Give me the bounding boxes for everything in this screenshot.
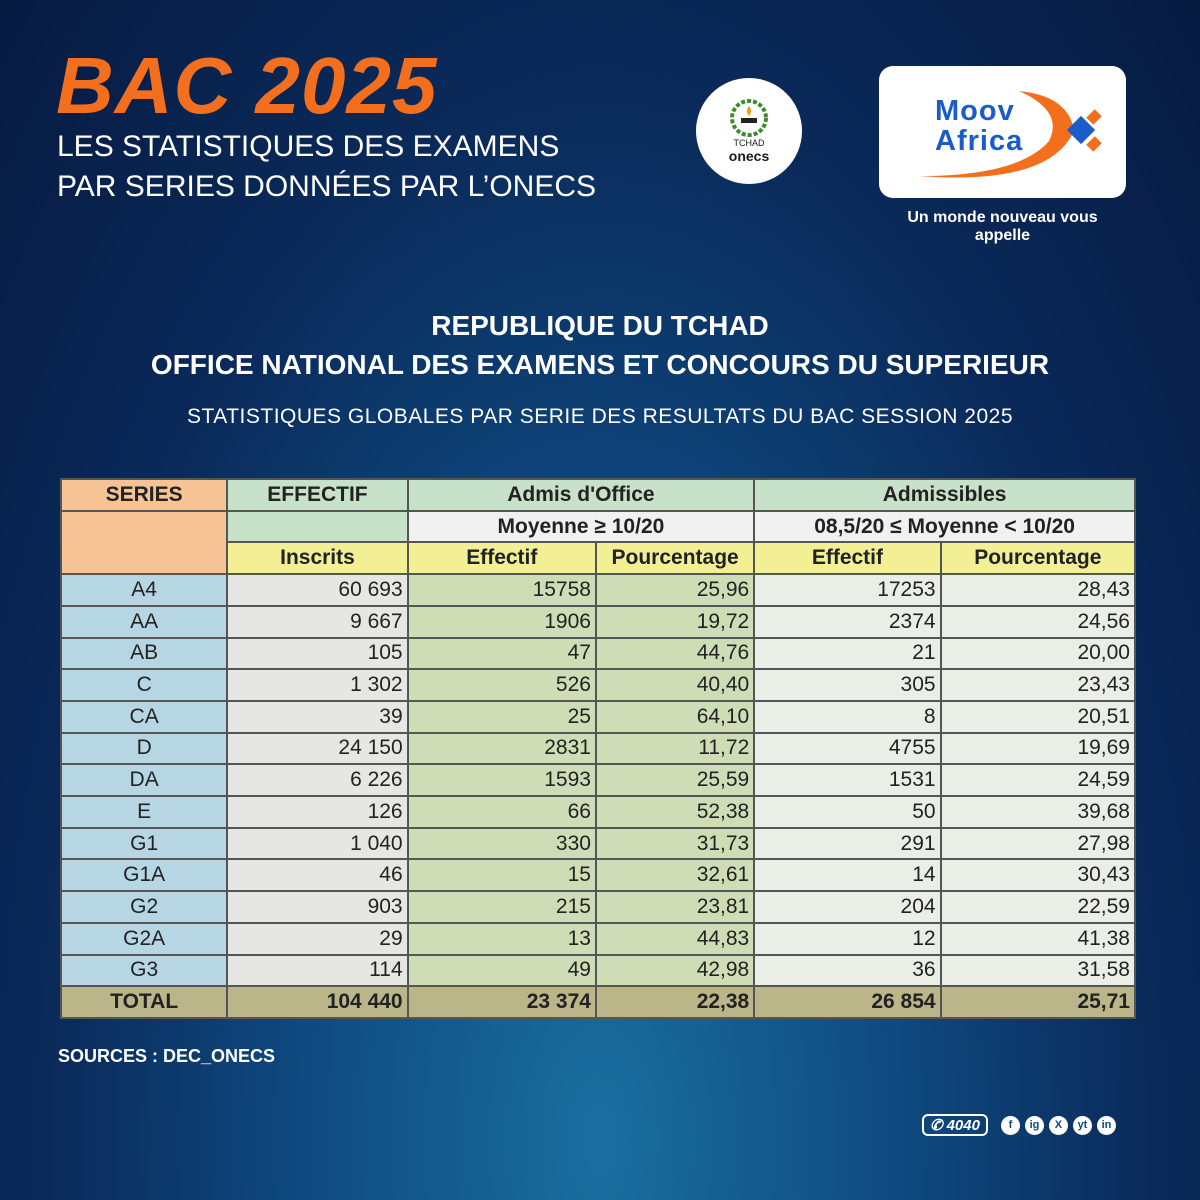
cell-series: AB (61, 638, 227, 670)
cell-admis-effectif: 49 (408, 955, 596, 987)
cell-admis-effectif: 15 (408, 859, 596, 891)
phone-number: 4040 (946, 1116, 980, 1134)
cell-series: G3 (61, 955, 227, 987)
cell-admissibles-pct: 39,68 (941, 796, 1135, 828)
header-admis: Admis d'Office (408, 479, 755, 511)
header-pct2: Pourcentage (941, 542, 1135, 574)
cell-admissibles-effectif: 1531 (754, 764, 940, 796)
onecs-country: TCHAD (733, 138, 765, 148)
facebook-icon[interactable]: f (1001, 1116, 1020, 1135)
table-row (61, 923, 1135, 955)
total-row (61, 986, 1135, 1018)
cell-admissibles-pct: 23,43 (941, 669, 1135, 701)
cell-admissibles-pct: 27,98 (941, 828, 1135, 860)
cell-admissibles-pct: 22,59 (941, 891, 1135, 923)
title-statistiques: STATISTIQUES GLOBALES PAR SERIE DES RESULTATS DU BAC SESSION 2025 (186, 405, 1014, 428)
total-admissibles-effectif: 26 854 (754, 986, 940, 1018)
footer-contacts (922, 1114, 1116, 1136)
cell-admissibles-pct: 24,56 (941, 606, 1135, 638)
title-office: OFFICE NATIONAL DES EXAMENS ET CONCOURS DU SUPERIEUR (150, 349, 1050, 380)
cell-admis-pct: 44,76 (596, 638, 754, 670)
table-row (61, 764, 1135, 796)
instagram-icon[interactable]: ig (1025, 1116, 1044, 1135)
cell-admissibles-pct: 20,51 (941, 701, 1135, 733)
cell-admissibles-effectif: 2374 (754, 606, 940, 638)
youtube-icon[interactable]: yt (1073, 1116, 1092, 1135)
cell-admissibles-effectif: 12 (754, 923, 940, 955)
cell-admis-effectif: 66 (408, 796, 596, 828)
cell-inscrits: 46 (227, 859, 407, 891)
subtitle-line2: PAR SERIES DONNÉES PAR L’ONECS (57, 170, 597, 203)
table-row (61, 574, 1135, 606)
cell-inscrits: 1 040 (227, 828, 407, 860)
cell-series: G1A (61, 859, 227, 891)
cell-series: G2A (61, 923, 227, 955)
header-effectif: EFFECTIF (227, 479, 407, 511)
cell-admis-effectif: 215 (408, 891, 596, 923)
page-title: BAC 2025 (56, 41, 438, 130)
cell-admis-effectif: 15758 (408, 574, 596, 606)
header-inscrits: Inscrits (227, 542, 407, 574)
cell-inscrits: 903 (227, 891, 407, 923)
cell-admissibles-effectif: 305 (754, 669, 940, 701)
cell-admissibles-pct: 20,00 (941, 638, 1135, 670)
table-row (61, 733, 1135, 765)
header-series: SERIES (61, 479, 227, 511)
cell-admissibles-effectif: 4755 (754, 733, 940, 765)
cell-admissibles-effectif: 204 (754, 891, 940, 923)
cell-admis-effectif: 2831 (408, 733, 596, 765)
header-admis-cond: Moyenne ≥ 10/20 (408, 511, 755, 543)
sources: SOURCES : DEC_ONECS (58, 1046, 276, 1066)
cell-admis-pct: 40,40 (596, 669, 754, 701)
cell-admissibles-effectif: 14 (754, 859, 940, 891)
cell-admis-effectif: 1593 (408, 764, 596, 796)
title-republique: REPUBLIQUE DU TCHAD (431, 310, 769, 341)
linkedin-icon[interactable]: in (1097, 1116, 1116, 1135)
cell-admis-effectif: 25 (408, 701, 596, 733)
cell-inscrits: 9 667 (227, 606, 407, 638)
moov-line2: Africa (935, 125, 1024, 157)
table-row (61, 796, 1135, 828)
cell-inscrits: 114 (227, 955, 407, 987)
table-row (61, 638, 1135, 670)
header-pct1: Pourcentage (596, 542, 754, 574)
cell-admis-pct: 31,73 (596, 828, 754, 860)
cell-inscrits: 126 (227, 796, 407, 828)
cell-series: A4 (61, 574, 227, 606)
cell-series: G1 (61, 828, 227, 860)
total-series: TOTAL (61, 986, 227, 1018)
cell-admissibles-pct: 24,59 (941, 764, 1135, 796)
cell-admis-effectif: 47 (408, 638, 596, 670)
cell-admis-pct: 42,98 (596, 955, 754, 987)
cell-admis-pct: 25,59 (596, 764, 754, 796)
cell-series: CA (61, 701, 227, 733)
cell-admis-effectif: 330 (408, 828, 596, 860)
header-effectif-blank (227, 511, 407, 543)
total-inscrits: 104 440 (227, 986, 407, 1018)
table-row (61, 955, 1135, 987)
cell-inscrits: 105 (227, 638, 407, 670)
cell-admis-pct: 25,96 (596, 574, 754, 606)
header-admissibles-cond: 08,5/20 ≤ Moyenne < 10/20 (754, 511, 1135, 543)
header-eff1: Effectif (408, 542, 596, 574)
moov-line1: Moov (935, 95, 1015, 127)
header-admissibles: Admissibles (754, 479, 1135, 511)
moov-tagline: Un monde nouveau vous appelle (907, 209, 1098, 244)
cell-admissibles-pct: 30,43 (941, 859, 1135, 891)
cell-series: C (61, 669, 227, 701)
x-icon[interactable]: X (1049, 1116, 1068, 1135)
cell-admissibles-pct: 28,43 (941, 574, 1135, 606)
cell-admis-pct: 19,72 (596, 606, 754, 638)
cell-inscrits: 39 (227, 701, 407, 733)
cell-admissibles-pct: 19,69 (941, 733, 1135, 765)
cell-admis-pct: 64,10 (596, 701, 754, 733)
cell-series: E (61, 796, 227, 828)
cell-admis-pct: 11,72 (596, 733, 754, 765)
cell-admissibles-effectif: 17253 (754, 574, 940, 606)
cell-series: DA (61, 764, 227, 796)
cell-inscrits: 60 693 (227, 574, 407, 606)
cell-admis-pct: 44,83 (596, 923, 754, 955)
cell-admissibles-pct: 41,38 (941, 923, 1135, 955)
table-row (61, 701, 1135, 733)
moov-africa-logo (879, 66, 1126, 198)
total-admis-effectif: 23 374 (408, 986, 596, 1018)
results-table (60, 478, 1136, 1019)
cell-admis-pct: 32,61 (596, 859, 754, 891)
cell-admissibles-pct: 31,58 (941, 955, 1135, 987)
cell-admissibles-effectif: 8 (754, 701, 940, 733)
table-row (61, 859, 1135, 891)
cell-series: AA (61, 606, 227, 638)
header-eff2: Effectif (754, 542, 940, 574)
total-admis-pct: 22,38 (596, 986, 754, 1018)
cell-inscrits: 1 302 (227, 669, 407, 701)
laurel-icon (729, 98, 769, 138)
cell-admissibles-effectif: 36 (754, 955, 940, 987)
table-row (61, 891, 1135, 923)
onecs-name: onecs (728, 148, 770, 164)
cell-admis-effectif: 1906 (408, 606, 596, 638)
cell-admis-effectif: 13 (408, 923, 596, 955)
cell-admissibles-effectif: 291 (754, 828, 940, 860)
total-admissibles-pct: 25,71 (941, 986, 1135, 1018)
table-row (61, 828, 1135, 860)
cell-inscrits: 6 226 (227, 764, 407, 796)
cell-inscrits: 29 (227, 923, 407, 955)
subtitle-line1: LES STATISTIQUES DES EXAMENS (57, 130, 560, 163)
cell-series: G2 (61, 891, 227, 923)
cell-admis-pct: 23,81 (596, 891, 754, 923)
phone-icon: ✆ (930, 1117, 943, 1134)
table-row (61, 606, 1135, 638)
cell-series: D (61, 733, 227, 765)
table-row (61, 669, 1135, 701)
header-series-blank (61, 511, 227, 574)
phone-badge[interactable] (922, 1114, 988, 1136)
cell-admissibles-effectif: 50 (754, 796, 940, 828)
cell-admissibles-effectif: 21 (754, 638, 940, 670)
cell-admis-pct: 52,38 (596, 796, 754, 828)
onecs-logo (696, 78, 802, 184)
cell-inscrits: 24 150 (227, 733, 407, 765)
cell-admis-effectif: 526 (408, 669, 596, 701)
